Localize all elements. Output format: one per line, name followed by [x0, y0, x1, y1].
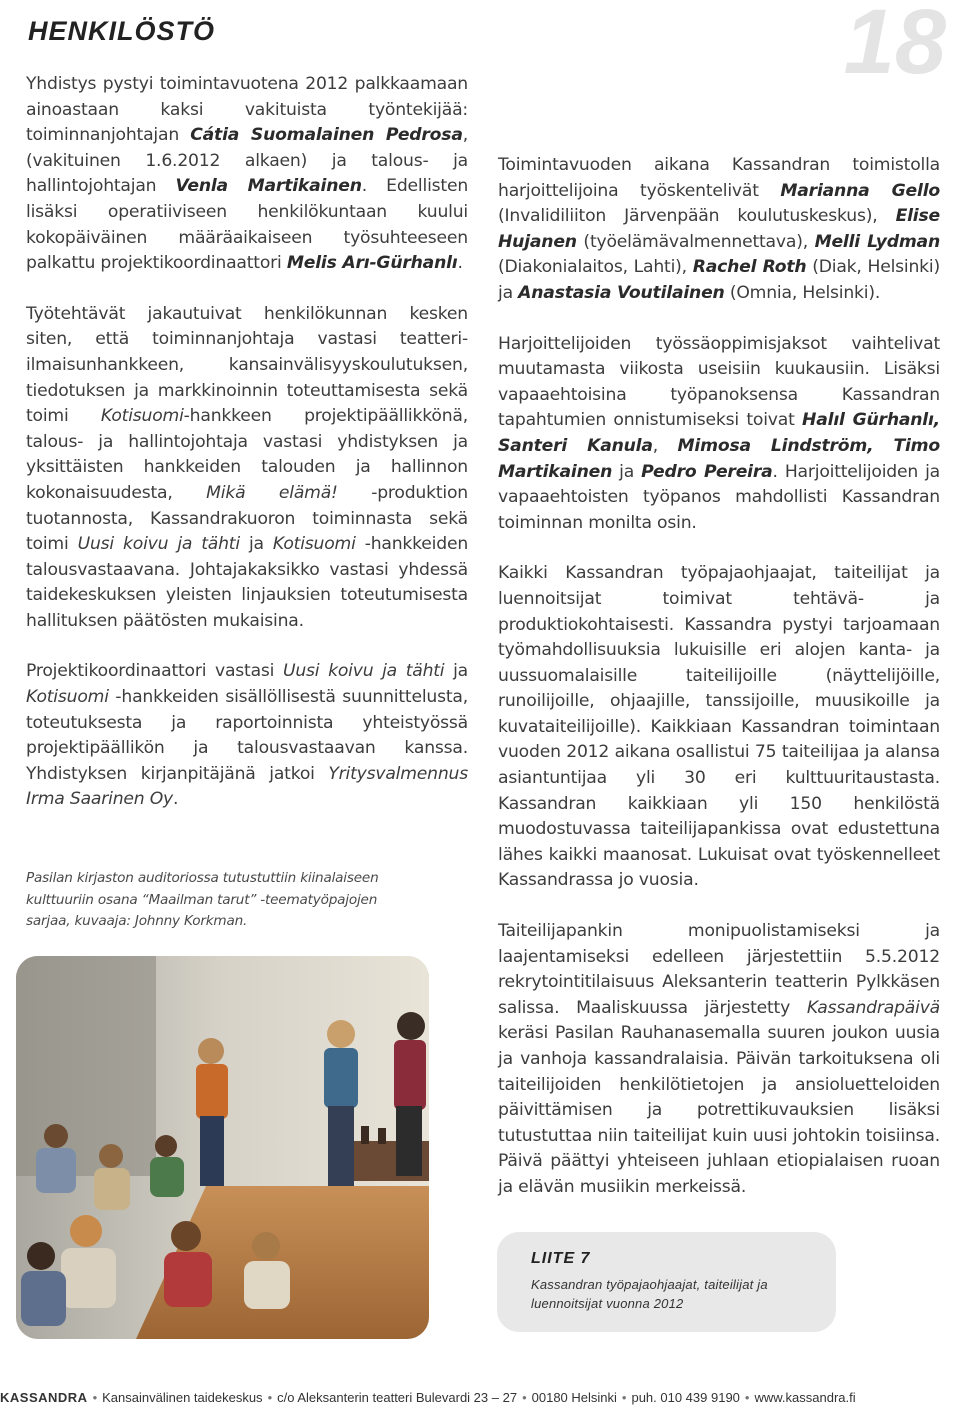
appendix-box	[497, 1232, 836, 1332]
footer-separator: •	[267, 1390, 273, 1405]
appendix-text: Kassandran työpajaohjaajat, taiteilijat ja luennoitsijat vuonna 2012	[531, 1277, 768, 1311]
text-run: Kaikki Kassandran työpajaohjaajat, taiteilijat ja luennoitsijat toimivat tehtävä- ja produktiokohtaisesti. Kassandra pystyi tarjoamaan työmahdollisuuksia lukuisille eri alojen kanta- ja uussuomalaisille taiteilijoille (näyttelijöille, runoilijoille, ohjaajille, tanssijoille, muusikoille ja kuvataiteilijoille). Kaikkiaan Kassandran toimintaan vuoden 2012 aikana osallistui 75 taiteilijaa ja alansa asiantuntijaa yli 30 eri kulttuuritaustasta. Kassandran kaikkiaan yli 150 henkilöstä muodostuvassa taiteilijapankissa ovat edustettuna lähes kaikki maanosat. Lukuisat ovat työskennelleet Kassandrassa jo vuosia.	[498, 563, 940, 891]
paragraph-coordinator	[26, 659, 468, 813]
person-name: Halıl Gürhanlı, Santeri Kanula	[498, 410, 941, 456]
text-run: (Omnia, Helsinki).	[724, 282, 881, 303]
footer-separator: •	[522, 1390, 527, 1405]
footer-separator: •	[744, 1390, 750, 1405]
text-run: (työelämävalmennettava),	[576, 231, 815, 252]
project-title: Uusi koivu ja tähti	[77, 534, 240, 555]
text-run: Harjoittelijoiden työssäoppimisjaksot vaihtelivat muutamasta viikosta useisiin kuukausiin. Lisäksi vapaaehtoisina työpanoksensa Kassandran tapahtumien onnistumiseksi toivat	[498, 333, 940, 431]
appendix-title: LIITE 7	[531, 1250, 591, 1267]
photo-caption: Pasilan kirjaston auditoriossa tutustuttiin kiinalaiseen kulttuuriin osana “Maailman tarut” -teematyöpajojen sarjaa, kuvaaja: Johnny Korkman.	[26, 870, 379, 930]
text-run: ja	[612, 461, 642, 482]
text-run: (Diak, Helsinki) ja	[498, 257, 941, 303]
footer	[0, 1390, 960, 1411]
person-name: Pedro Pereira	[641, 461, 773, 482]
text-run: -hankkeiden sisällöllisestä suunnittelusta, toteutuksesta ja raportoinnista yhteistyössä projektipäällikön ja talousvastaavan kanssa. Yhdistyksen kirjanpitäjänä jatkoi	[26, 687, 468, 784]
footer-postal: 00180 Helsinki	[531, 1390, 617, 1405]
right-column	[498, 153, 940, 1226]
person-name: Anastasia Voutilainen	[518, 282, 725, 303]
person-name: Elise Hujanen	[498, 206, 940, 252]
project-title: Mikä elämä!	[206, 482, 338, 503]
paragraph-duties	[26, 302, 468, 635]
text-run: (Invalidiliiton Järvenpään koulutuskeskus),	[498, 206, 896, 227]
person-name: Melis Arı-Gürhanlı	[286, 253, 458, 274]
person-name: Venla Martikainen	[175, 176, 362, 197]
text-run: , (vakituinen 1.6.2012 alkaen) ja talous- ja hallintojohtajan	[26, 125, 468, 197]
person-name: Cátia Suomalainen Pedrosa	[190, 125, 463, 146]
page-number: 18	[843, 0, 946, 93]
person-name: Marianna Gello	[780, 180, 940, 201]
text-run: Yhdistys pystyi toimintavuotena 2012 palkkaamaan ainoastaan kaksi vakituista työntekijää: toiminnanjohtajan	[26, 74, 468, 146]
paragraph-trainees	[498, 153, 940, 307]
person-name: Rachel Roth	[692, 257, 807, 278]
photo-illustration	[16, 956, 429, 1339]
text-run: Toimintavuoden aikana Kassandran toimistolla harjoittelijoina työskentelivät	[498, 155, 940, 201]
paragraph-artist-bank	[498, 919, 940, 1201]
project-title: Yritysvalmennus Irma Saarinen Oy	[26, 763, 468, 810]
text-run: -hankkeiden talousvastaavana. Johtajakaksikko vastasi yhdessä taidekeskuksen yleisten linjauksien toteutumisesta hallituksen päätösten mukaisina.	[26, 534, 469, 631]
project-title: Kotisuomi	[100, 406, 184, 427]
left-column	[26, 72, 468, 838]
text-run: (Diakonialaitos, Lahti),	[498, 257, 693, 278]
text-run: ja	[444, 661, 469, 682]
footer-separator: •	[621, 1390, 627, 1405]
footer-tagline: Kansainvälinen taidekeskus	[102, 1390, 263, 1405]
footer-phone: puh. 010 439 9190	[631, 1390, 740, 1405]
paragraph-artists	[498, 561, 940, 894]
footer-separator: •	[92, 1390, 98, 1405]
text-run: -hankkeen projektipäällikkönä, talous- ja hallintojohtaja vastasi yhdistyksen ja yksittäisten hankkeiden talouden ja hallinnon kokonaisuudesta,	[26, 406, 468, 503]
project-title: Kassandrapäivä	[806, 997, 940, 1018]
text-run: ,	[652, 435, 678, 456]
text-run: .	[173, 789, 179, 810]
paragraph-staff	[26, 72, 468, 277]
text-run: .	[457, 253, 463, 274]
footer-website[interactable]: www.kassandra.fi	[754, 1390, 856, 1405]
project-title: Uusi koivu ja tähti	[282, 661, 445, 682]
footer-address: c/o Aleksanterin teatteri Bulevardi 23 – 27	[277, 1390, 518, 1405]
text-run: Projektikoordinaattori vastasi	[26, 661, 283, 682]
paragraph-volunteers	[498, 332, 940, 537]
project-title: Kotisuomi	[26, 687, 109, 708]
page-title: HENKILÖSTÖ	[28, 16, 216, 46]
person-name: Mimosa Lindström, Timo Martikainen	[498, 435, 940, 482]
text-run: ja	[239, 534, 273, 555]
text-run: Työtehtävät jakautuivat henkilökunnan kesken siten, että toiminnanjohtaja vastasi teatteri-ilmaisunhankkeen, kansainvälisyyskoulutuksen, tiedotuksen ja markkinoinnin toteuttamisesta sekä toimi	[26, 303, 468, 427]
workshop-photo	[16, 956, 429, 1339]
footer-brand: KASSANDRA	[0, 1390, 88, 1405]
text-run: keräsi Pasilan Rauhanasemalla suuren joukon uusia ja vanhoja kassandralaisia. Päivän tarkoituksena oli taiteilijoiden henkilötietojen ja ansioluetteloiden päivittämisen ja potrettikuvauksien lisäksi tutustuttaa niin taiteilijat kuin uusi johtokin toisiinsa. Päivä päättyi yhteiseen juhlaan etiopialaisen ruoan ja elävän musiikin merkeissä.	[498, 1023, 940, 1197]
text-run: -produktion tuotannosta, Kassandrakuoron toiminnasta sekä toimi	[26, 482, 468, 555]
text-run: . Edellisten lisäksi operatiiviseen henkilökuntaan kuului kokopäiväinen määräaikaiseen työsuhteeseen palkattu projektikoordinaattori	[26, 176, 469, 274]
person-name: Melli Lydman	[814, 231, 940, 252]
text-run: . Harjoittelijoiden ja vapaaehtoisten työpanos mahdollisti Kassandran toiminnan monilta osin.	[498, 461, 940, 533]
text-run: Taiteilijapankin monipuolistamiseksi ja laajentamiseksi edelleen järjestettiin 5.5.2012 rekrytointitilaisuus Aleksanterin teatterin Pylkkäsen salissa. Maaliskuussa järjestetty	[498, 921, 940, 1018]
project-title: Kotisuomi	[272, 534, 356, 555]
